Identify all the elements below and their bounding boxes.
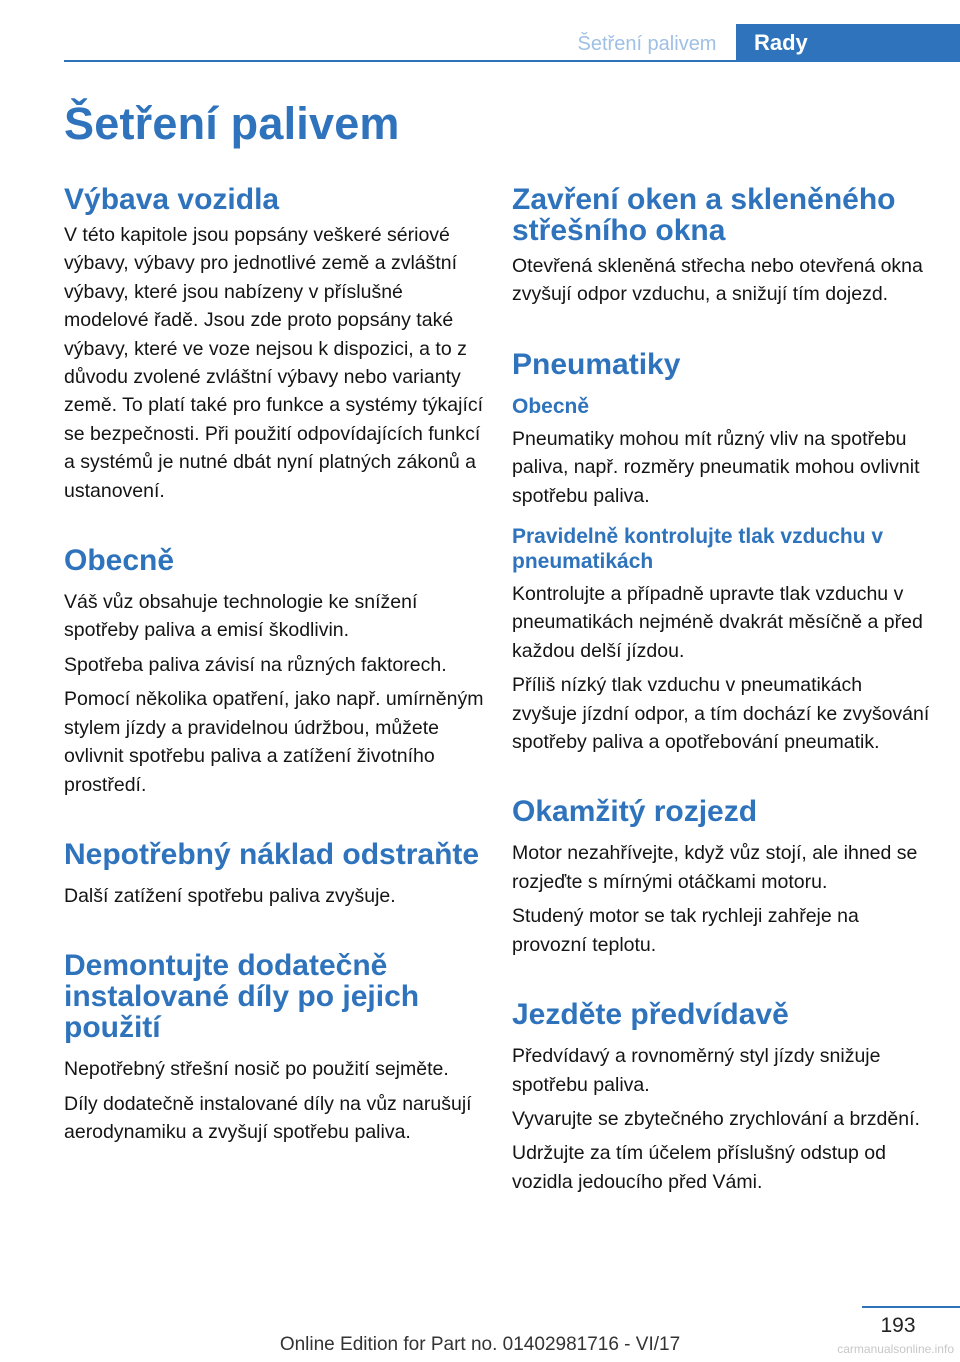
watermark: carmanualsonline.info bbox=[837, 1342, 954, 1356]
paragraph-obecne-3: Pomocí několika opatření, jako např. umírněným stylem jízdy a pravidelnou údržbou, můžete ovlivnit spotřebu paliva a zatížení životního prostředí. bbox=[64, 688, 484, 796]
heading-vybava-vozidla: Výbava vozidla bbox=[64, 183, 280, 216]
page-title: Šetření palivem bbox=[64, 98, 400, 149]
left-column bbox=[64, 184, 484, 1153]
paragraph-okna-1: Otevřená skleněná střecha nebo otevřená okna zvyšují odpor vzduchu, a snižují tím dojezd. bbox=[512, 255, 923, 306]
header-chapter-tab: Rady bbox=[736, 24, 960, 61]
paragraph-rozjezd-1: Motor nezahřívejte, když vůz stojí, ale ihned se rozjeďte s mírnými otáčkami motoru. bbox=[512, 842, 918, 893]
paragraph-predvidave-3: Udržujte za tím účelem příslušný odstup od vozidla jedoucího před Vámi. bbox=[512, 1142, 886, 1193]
footer-rule bbox=[862, 1306, 960, 1308]
paragraph-pneumatiky-2: Kontrolujte a případně upravte tlak vzduchu v pneumatikách nejméně dvakrát měsíčně a před každou delší jízdou. bbox=[512, 583, 923, 662]
subheading-pneumatiky-obecne: Obecně bbox=[512, 394, 590, 418]
header-rule bbox=[64, 60, 960, 62]
subheading-tlak-vzduchu: Pravidelně kontrolujte tlak vzduchu v pneumatikách bbox=[512, 525, 884, 574]
paragraph-pneumatiky-1: Pneumatiky mohou mít různý vliv na spotřebu paliva, např. rozměry pneumatik mohou ovlivnit spotřebu paliva. bbox=[512, 427, 920, 507]
page-number: 193 bbox=[880, 1314, 916, 1337]
paragraph-vybava: V této kapitole jsou popsány veškeré sériové výbavy, výbavy pro jednotlivé země a zvláštní výbavy, které jsou nabízeny v příslušné modelové řadě. Jsou zde proto popsány také výbavy, které ve voze nejsou k dispozici, a to z důvodu zvolené zvláštní výbavy nebo varianty země. To platí také pro funkce a systémy týkající se bezpečnosti. Při použití odpovídajících funkcí a systémů je nutné dbát nyní platných zákonů a ustanovení. bbox=[64, 224, 484, 502]
paragraph-rozjezd-2: Studený motor se tak rychleji zahřeje na provozní teplotu. bbox=[512, 905, 859, 956]
paragraph-predvidave-2: Vyvarujte se zbytečného zrychlování a brzdění. bbox=[512, 1107, 920, 1130]
paragraph-pneumatiky-3: Příliš nízký tlak vzduchu v pneumatikách zvyšuje jízdní odpor, a tím dochází ke zvyšování spotřeby paliva a opotřebování pneumatik. bbox=[512, 674, 930, 754]
heading-obecne: Obecně bbox=[64, 544, 175, 578]
heading-demontujte: Demontujte dodatečně instalované díly po jejich použití bbox=[64, 949, 420, 1045]
heading-zavreni-oken: Zavření oken a skleněného střešního okna bbox=[512, 183, 896, 247]
heading-jezdete-predvidave: Jezděte předvídavě bbox=[512, 998, 789, 1032]
paragraph-naklad-1: Další zatížení spotřebu paliva zvyšuje. bbox=[64, 884, 396, 907]
paragraph-demontujte-1: Nepotřebný střešní nosič po použití sejměte. bbox=[64, 1058, 449, 1081]
paragraph-obecne-2: Spotřeba paliva závisí na různých faktorech. bbox=[64, 653, 447, 676]
heading-pneumatiky: Pneumatiky bbox=[512, 347, 681, 381]
paragraph-demontujte-2: Díly dodatečně instalované díly na vůz narušují aerodynamiku a zvyšují spotřebu paliva. bbox=[64, 1092, 472, 1144]
header-section-title: Šetření palivem bbox=[577, 33, 717, 55]
paragraph-predvidave-1: Předvídavý a rovnoměrný styl jízdy snižuje spotřebu paliva. bbox=[512, 1045, 881, 1096]
footer-edition: Online Edition for Part no. 01402981716 - VI/17 bbox=[279, 1334, 681, 1355]
right-column bbox=[512, 184, 932, 1202]
heading-okamzity-rozjezd: Okamžitý rozjezd bbox=[512, 795, 758, 829]
heading-naklad: Nepotřebný náklad odstraňte bbox=[64, 837, 480, 871]
paragraph-obecne-1: Váš vůz obsahuje technologie ke snížení spotřeby paliva a emisí škodlivin. bbox=[64, 591, 418, 642]
